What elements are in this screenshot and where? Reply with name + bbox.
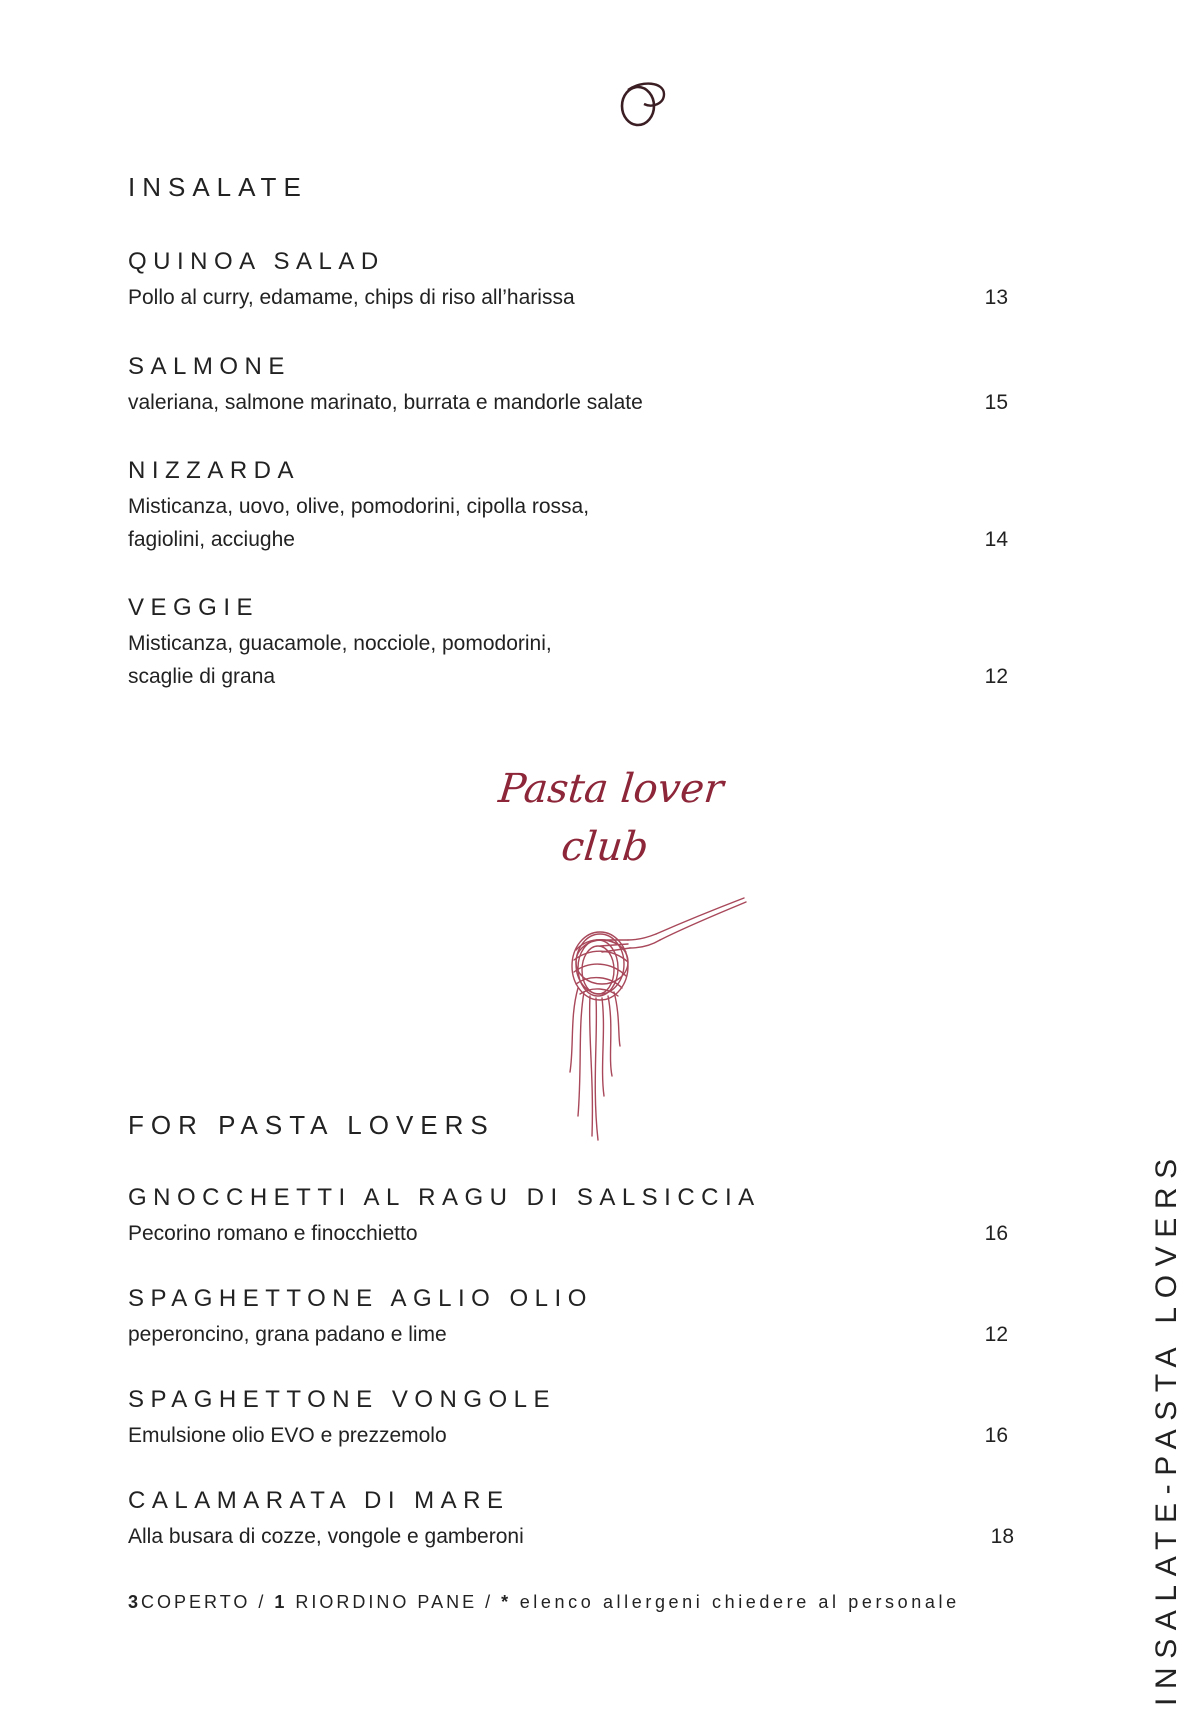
item-name: GNOCCHETTI AL RAGU DI SALSICCIA — [128, 1184, 761, 1211]
item-name: SPAGHETTONE AGLIO OLIO — [128, 1285, 593, 1312]
vertical-section-label: INSALATE-PASTA LOVERS — [1150, 1150, 1183, 1706]
menu-item-veggie — [128, 593, 1008, 693]
menu-item-spaghettone-aglio-olio — [128, 1284, 1008, 1351]
item-description: valeriana, salmone marinato, burrata e mandorle salate — [128, 391, 643, 414]
menu-item-gnocchetti — [128, 1183, 1008, 1250]
item-description: Misticanza, uovo, olive, pomodorini, cipolla rossa, fagiolini, acciughe — [128, 495, 590, 551]
item-price: 16 — [984, 1424, 1008, 1447]
item-price: 18 — [990, 1525, 1014, 1548]
item-price: 14 — [984, 528, 1008, 551]
item-description: Pecorino romano e finocchietto — [128, 1222, 418, 1245]
item-name: QUINOA SALAD — [128, 248, 385, 275]
item-price: 13 — [984, 286, 1008, 309]
item-name: NIZZARDA — [128, 457, 300, 484]
item-description: peperoncino, grana padano e lime — [128, 1323, 447, 1346]
item-description: Alla busara di cozze, vongole e gamberoni — [128, 1525, 524, 1548]
item-price: 12 — [984, 1323, 1008, 1346]
pasta-lover-club-script-title: Pasta lover club — [496, 766, 726, 870]
item-description: Emulsione olio EVO e prezzemolo — [128, 1424, 447, 1447]
menu-item-nizzarda — [128, 456, 1008, 556]
menu-item-calamarata-di-mare — [128, 1486, 1014, 1553]
item-name: CALAMARATA DI MARE — [128, 1487, 510, 1514]
fork-with-spaghetti-icon — [548, 896, 754, 1142]
monogram-logo-icon — [614, 78, 674, 130]
item-description: Pollo al curry, edamame, chips di riso all’harissa — [128, 286, 575, 309]
menu-item-spaghettone-vongole — [128, 1385, 1008, 1452]
menu-item-salmone — [128, 352, 1008, 419]
section-title-insalate: INSALATE — [128, 172, 308, 202]
section-title-for-pasta-lovers: FOR PASTA LOVERS — [128, 1110, 495, 1140]
item-price: 12 — [984, 665, 1008, 688]
item-price: 16 — [984, 1222, 1008, 1245]
item-name: VEGGIE — [128, 594, 260, 621]
menu-item-quinoa-salad — [128, 247, 1008, 314]
item-description: Misticanza, guacamole, nocciole, pomodorini, scaglie di grana — [128, 632, 552, 688]
item-price: 15 — [984, 391, 1008, 414]
item-name: SPAGHETTONE VONGOLE — [128, 1386, 557, 1413]
item-name: SALMONE — [128, 353, 291, 380]
footer-note: 3COPERTO / 1 RIORDINO PANE / * elenco allergeni chiedere al personale — [128, 1592, 960, 1612]
